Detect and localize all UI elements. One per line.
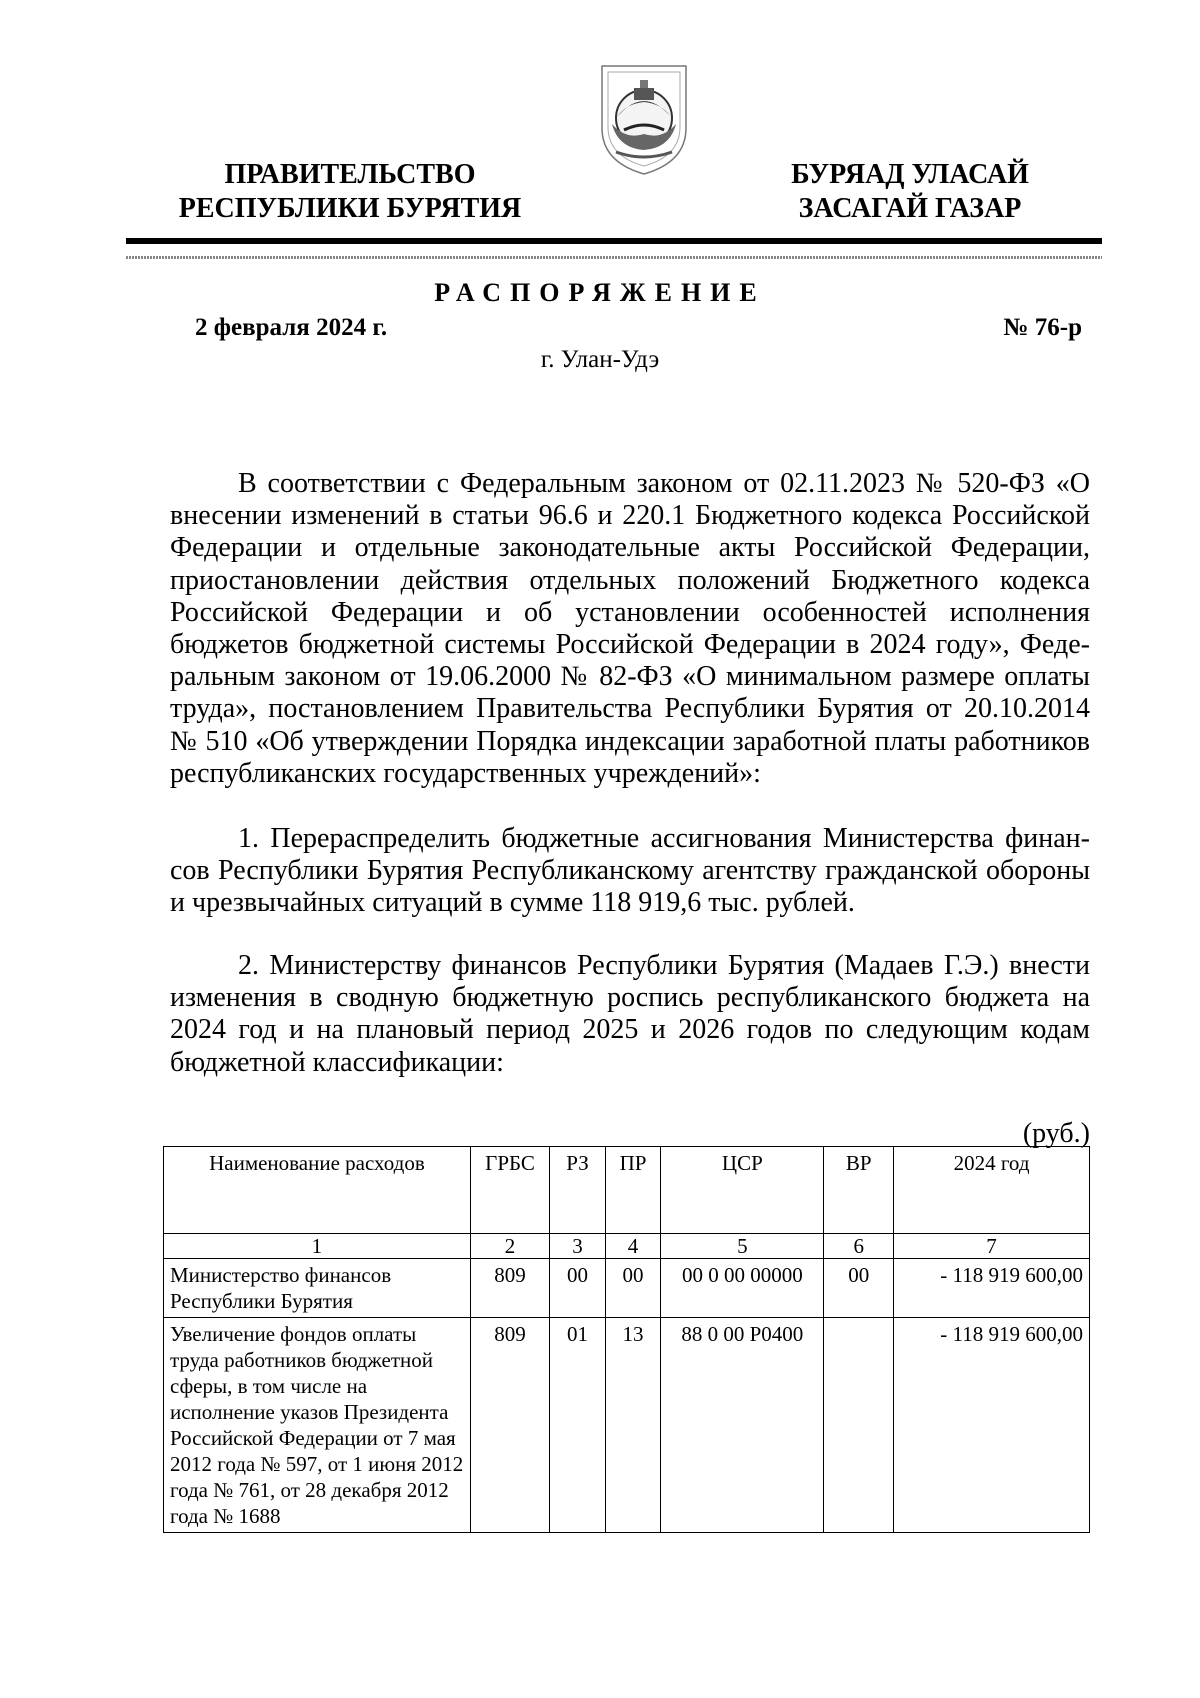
grbs-cell: 809 <box>470 1318 549 1533</box>
column-number-cell: 3 <box>550 1234 605 1259</box>
table-unit-label: (руб.) <box>1022 1118 1090 1149</box>
expense-name-cell: Увеличение фондов оплаты труда работников бюджетной сферы, в том числе на исполнение указов Президента Российской Федерации от 7 мая 2012 года № 597, от 1 июня 2012 года № 761, от 28 декабря 2012 года № 1688 <box>164 1318 471 1533</box>
expense-name-cell: Министерство финансов Республики Бурятия <box>164 1259 471 1318</box>
column-number-cell: 6 <box>824 1234 894 1259</box>
header-divider-thick <box>126 238 1102 244</box>
table-row <box>164 1318 1090 1533</box>
grbs-cell: 809 <box>470 1259 549 1318</box>
pr-cell: 00 <box>605 1259 660 1318</box>
column-number-cell: 1 <box>164 1234 471 1259</box>
vr-cell <box>824 1318 894 1533</box>
column-number-cell: 4 <box>605 1234 660 1259</box>
column-number-cell: 5 <box>661 1234 824 1259</box>
column-number-cell: 2 <box>470 1234 549 1259</box>
issuer-name-russian: ПРАВИТЕЛЬСТВО РЕСПУБЛИКИ БУРЯТИЯ <box>178 159 522 224</box>
document-number: № 76-р <box>1003 314 1082 341</box>
rz-cell: 01 <box>550 1318 605 1533</box>
vr-cell: 00 <box>824 1259 894 1318</box>
table-row <box>164 1259 1090 1318</box>
header-cell: ПР <box>605 1147 660 1234</box>
header-divider-thin <box>126 256 1102 259</box>
document-date: 2 февраля 2024 г. <box>195 314 388 341</box>
rz-cell: 00 <box>550 1259 605 1318</box>
column-number-row <box>164 1234 1090 1259</box>
header-cell: РЗ <box>550 1147 605 1234</box>
csr-cell: 00 0 00 00000 <box>661 1259 824 1318</box>
issuer-name-buryat: БУРЯАД УЛАСАЙ ЗАСАГАЙ ГАЗАР <box>791 159 1029 224</box>
pr-cell: 13 <box>605 1318 660 1533</box>
header-cell: 2024 год <box>894 1147 1090 1234</box>
amount-cell: - 118 919 600,00 <box>894 1259 1090 1318</box>
document-title: РАСПОРЯЖЕНИЕ <box>434 278 766 307</box>
coat-of-arms-emblem <box>596 58 692 178</box>
header-cell: Наименование расходов <box>164 1147 471 1234</box>
table-header-row <box>164 1147 1090 1234</box>
item-1-paragraph: 1. Перераспределить бюджетные ассигнования Министерства финансов Республики Бурятия Республиканскому агентству гражданской обороны и чрезвычайных ситуаций в сумме 118 919,6 тыс. рублей. <box>170 823 1090 919</box>
budget-classification-table <box>163 1146 1090 1533</box>
intro-paragraph: В соответствии с Федеральным законом от 02.11.2023 № 520-ФЗ «О внесении изменений в статьи 96.6 и 220.1 Бюджетного кодекса Российской Федерации и отдельные законодательные акты Российской Федерации, приостановлении действия отдельных положений Бюджетного кодекса Российской Федерации и об установлении особенностей исполнения бюджетов бюджетной системы Российской Федерации в 2024 году», Федеральным законом от 19.06.2000 № 82-ФЗ «О минимальном размере оплаты труда», постановлением Правительства Республики Бурятия от 20.10.2014 № 510 «Об утверждении Порядка индексации заработной платы работников республиканских государственных учреждений»: <box>170 468 1090 789</box>
item-2-paragraph: 2. Министерству финансов Республики Бурятия (Мадаев Г.Э.) внести изменения в сводную бюджетную роспись республиканского бюджета на 2024 год и на плановый период 2025 и 2026 годов по следующим кодам бюджетной классификации: <box>170 950 1090 1078</box>
column-number-cell: 7 <box>894 1234 1090 1259</box>
header-cell: ЦСР <box>661 1147 824 1234</box>
csr-cell: 88 0 00 Р0400 <box>661 1318 824 1533</box>
document-city: г. Улан-Удэ <box>540 346 660 373</box>
header-cell: ГРБС <box>470 1147 549 1234</box>
header-cell: ВР <box>824 1147 894 1234</box>
amount-cell: - 118 919 600,00 <box>894 1318 1090 1533</box>
